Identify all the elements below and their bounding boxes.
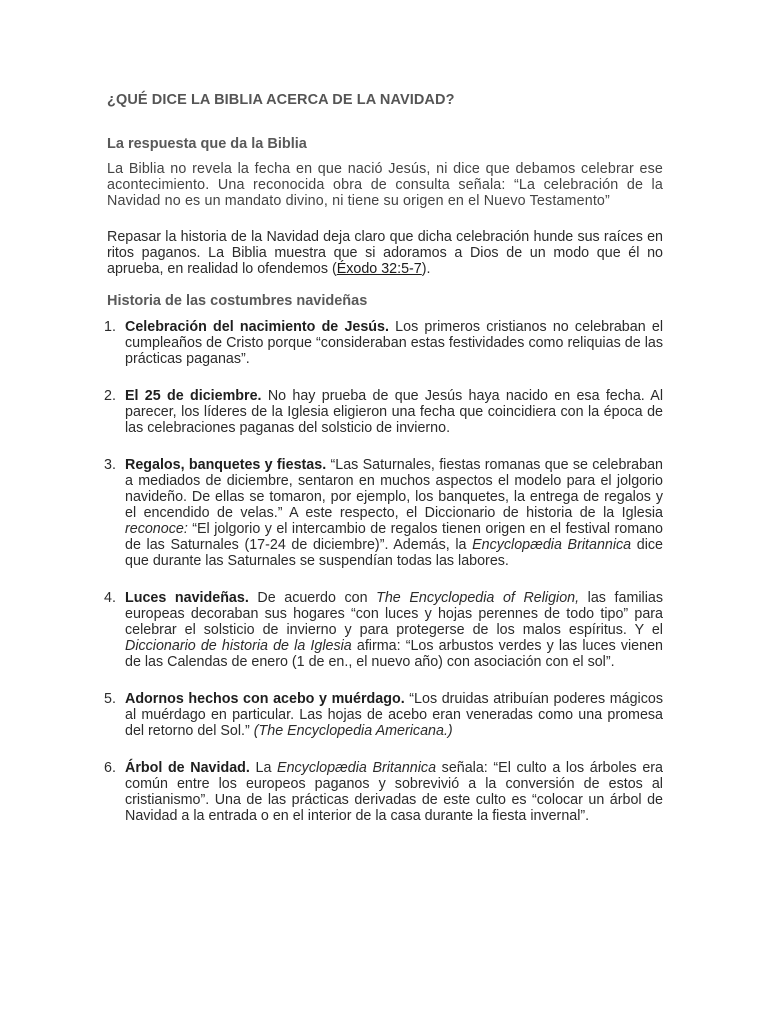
list-item-italic: (The Encyclopedia Americana.): [253, 723, 453, 739]
paragraph-history-roots-text: Repasar la historia de la Navidad deja claro que dicha celebración hunde sus raíces en ritos paganos. La Biblia muestra que si adoramos a Dios de un modo que él no aprueba, en realidad lo ofendemos (: [107, 229, 663, 277]
list-item-number: 1.: [104, 319, 116, 335]
list-item-title: Adornos hechos con acebo y muérdago.: [125, 691, 405, 707]
list-item-number: 3.: [104, 457, 116, 473]
document-content: [104, 92, 664, 845]
list-item-italic: Encyclopædia Britannica: [277, 760, 437, 776]
exodus-reference-link[interactable]: Éxodo 32:5-7: [336, 261, 422, 277]
list-item-title: Regalos, banquetes y fiestas.: [125, 457, 327, 473]
list-item: [104, 388, 663, 436]
list-item-text: “Los druidas atribuían poderes mágicos al muérdago en particular. Las hojas de acebo eran veneradas como una promesa del retorno del Sol.”: [125, 691, 663, 739]
list-item-number: 6.: [104, 760, 116, 776]
list-item-title: Celebración del nacimiento de Jesús.: [125, 319, 389, 335]
answer-heading: La respuesta que da la Biblia: [107, 136, 307, 152]
list-item-number: 2.: [104, 388, 116, 404]
list-item-title: Luces navideñas.: [125, 590, 249, 606]
list-item-text: De acuerdo con: [248, 590, 377, 606]
paragraph-intro: [107, 161, 663, 209]
list-item-text: Los primeros cristianos no celebraban el cumpleaños de Cristo porque “consideraban estas festividades como reliquias de las prácticas paganas”.: [125, 319, 663, 367]
list-item-text: las familias europeas decoraban sus hogares “con luces y hojas perennes de todo tipo” para celebrar el solsticio de invierno y para protegerse de los malos espíritus. Y el: [125, 590, 663, 638]
history-heading: Historia de las costumbres navideñas: [107, 293, 368, 309]
paragraph-history-roots: [107, 229, 663, 277]
list-item-text: “El jolgorio y el intercambio de regalos tienen origen en el festival romano de las Saturnales (17-24 de diciembre)”. Además, la: [125, 521, 663, 553]
list-item: [104, 760, 663, 824]
list-item-title: Árbol de Navidad.: [125, 760, 250, 776]
page-title: ¿QUÉ DICE LA BIBLIA ACERCA DE LA NAVIDAD?: [107, 92, 455, 108]
list-item-italic: The Encyclopedia of Religion,: [376, 590, 580, 606]
paragraph-history-roots-end: ).: [421, 261, 431, 277]
list-item-text: señala: “El culto a los árboles era común entre los europeos paganos y sobrevivió a la conversión de estos al cristianismo”. Una de las prácticas derivadas de este culto es “colocar un árbol de Navidad a la entrada o en el interior de la casa durante la fiesta invernal”.: [125, 760, 663, 824]
list-item-title: El 25 de diciembre.: [125, 388, 262, 404]
list-item-italic: Diccionario de historia de la Iglesia: [125, 638, 352, 654]
list-item-text: No hay prueba de que Jesús haya nacido en esa fecha. Al parecer, los líderes de la Iglesia eligieron una fecha que coincidiera con la época de las celebraciones paganas del solsticio de invierno.: [125, 388, 663, 436]
list-item-number: 5.: [104, 691, 116, 707]
list-item-text: dice que durante las Saturnales se suspendían todas las labores.: [125, 537, 664, 569]
list-item: [104, 457, 664, 569]
list-item: [104, 590, 663, 670]
list-item-text: afirma: “Los arbustos verdes y las luces vienen de las Calendas de enero (1 de en., el nuevo año) con asociación con el sol”.: [125, 638, 663, 670]
list-item-text: “Las Saturnales, fiestas romanas que se celebraban a mediados de diciembre, sentaron en muchos aspectos el modelo para el jolgorio navideño. De ellas se tomaron, por ejemplo, los banquetes, la entrega de regalos y el encendido de velas.” A este respecto, el Diccionario de historia de la Iglesia: [125, 457, 663, 521]
list-item-italic: Encyclopædia Britannica: [472, 537, 632, 553]
list-item-italic: reconoce:: [125, 521, 188, 537]
customs-list: [104, 319, 664, 824]
list-item: [104, 319, 663, 367]
list-item: [104, 691, 663, 739]
list-item-text: La: [249, 760, 278, 776]
list-item-number: 4.: [104, 590, 116, 606]
paragraph-intro-text: La Biblia no revela la fecha en que nació Jesús, ni dice que debamos celebrar ese acontecimiento. Una reconocida obra de consulta señala: “La celebración de la Navidad no es un mandato divino, ni tiene su origen en el Nuevo Testamento”: [107, 161, 663, 209]
